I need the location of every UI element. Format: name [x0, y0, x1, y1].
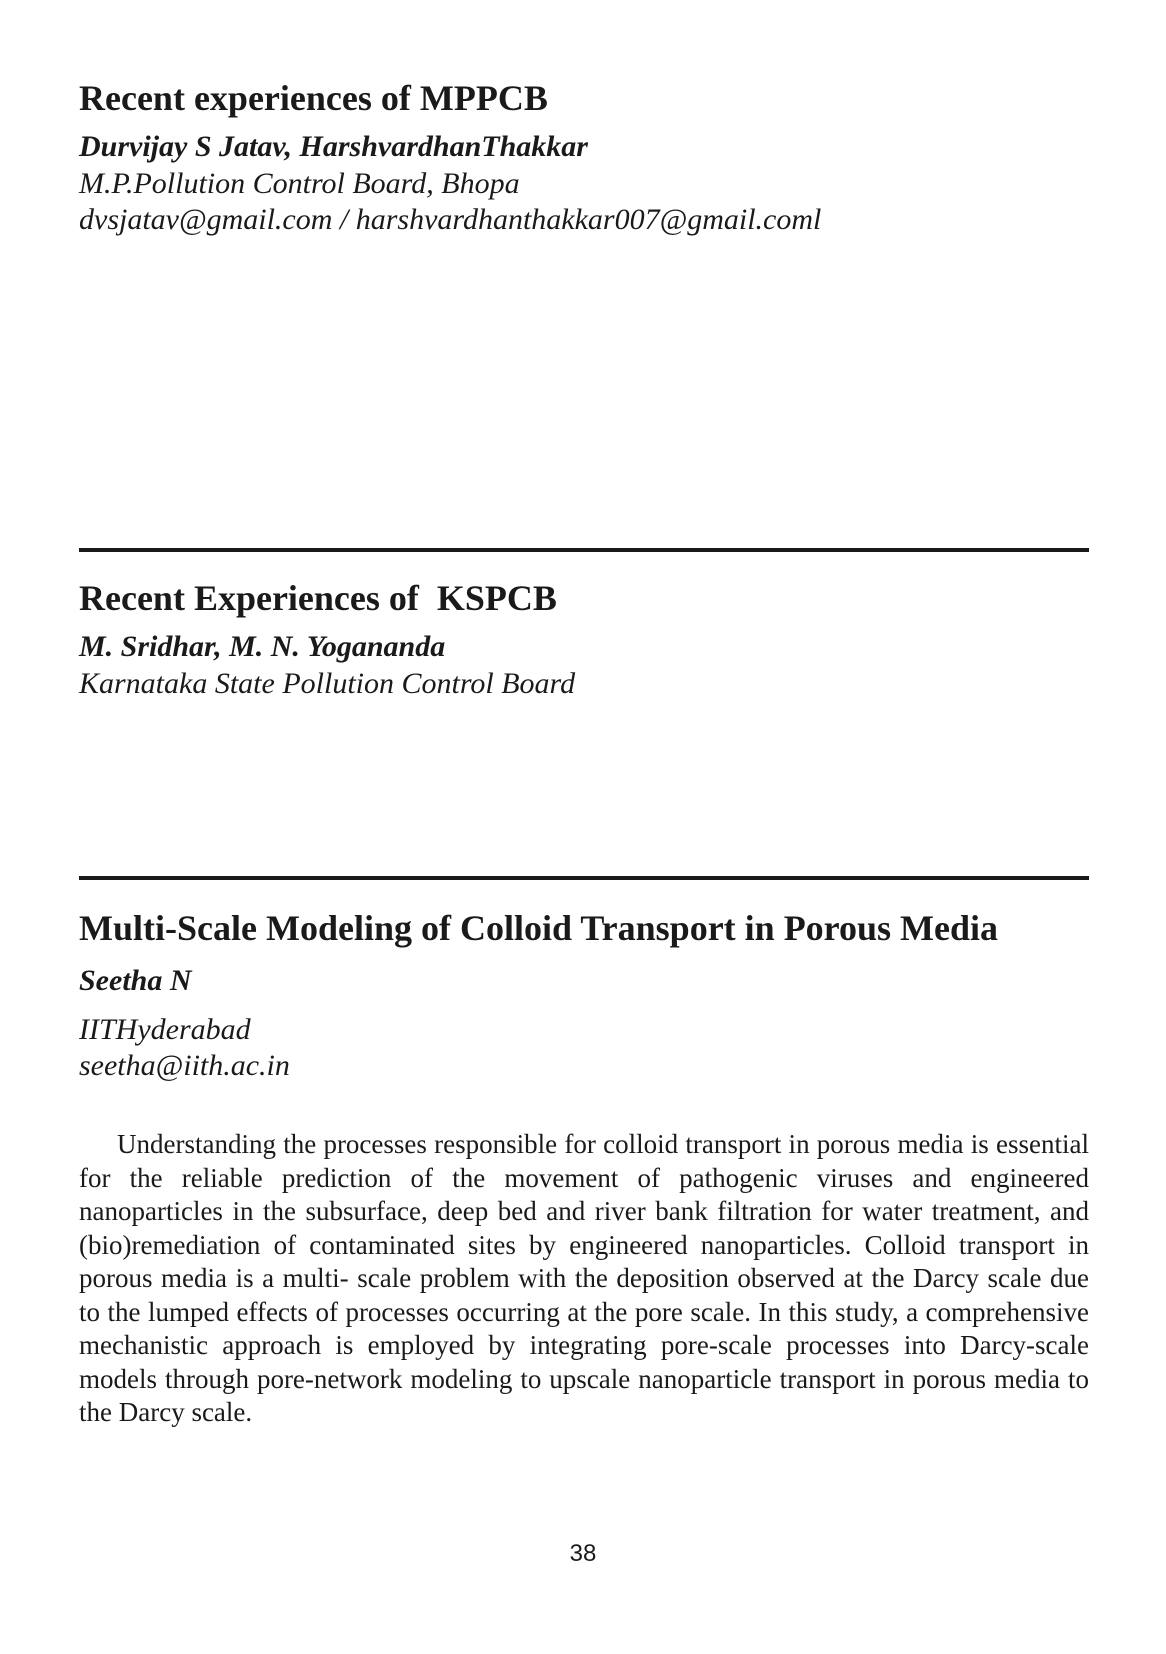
- affiliation: M.P.Pollution Control Board, Bhopa: [79, 167, 520, 200]
- email: dvsjatav@gmail.com / harshvardhanthakkar007@gmail.coml: [79, 203, 822, 236]
- section-title: Recent Experiences of KSPCB: [79, 578, 557, 618]
- authors: Durvijay S Jatav, HarshvardhanThakkar: [79, 130, 588, 163]
- affiliation: Karnataka State Pollution Control Board: [79, 667, 576, 700]
- section-colloid-transport: [79, 908, 1089, 1084]
- abstract-paragraph: Understanding the processes responsible for colloid transport in porous media is essential for the reliable prediction of the movement of pathogenic viruses and engineered nanoparticles in the subsurface, deep bed and river bank filtration for water treatment, and (bio)remediation of contaminated sites by engineered nanoparticles. Colloid transport in porous media is a multi- scale problem with the deposition observed at the Darcy scale due to the lumped effects of processes occurring at the pore scale. In this study, a comprehensive mechanistic approach is employed by integrating pore-scale processes into Darcy-scale models through pore-network modeling to upscale nanoparticle transport in porous media to the Darcy scale.: [79, 1129, 1089, 1427]
- authors: Seetha N: [79, 964, 192, 997]
- authors: M. Sridhar, M. N. Yogananda: [79, 630, 446, 663]
- section-title: Multi-Scale Modeling of Colloid Transport in Porous Media: [79, 908, 999, 948]
- section-divider: [79, 876, 1089, 880]
- page-number: 38: [569, 1540, 597, 1567]
- section-mppcb: [79, 78, 1089, 238]
- section-kspcb: [79, 578, 1089, 702]
- email: seetha@iith.ac.in: [79, 1049, 290, 1082]
- section-divider: [79, 548, 1089, 552]
- affiliation: IITHyderabad: [79, 1013, 251, 1046]
- section-title: Recent experiences of MPPCB: [79, 78, 548, 118]
